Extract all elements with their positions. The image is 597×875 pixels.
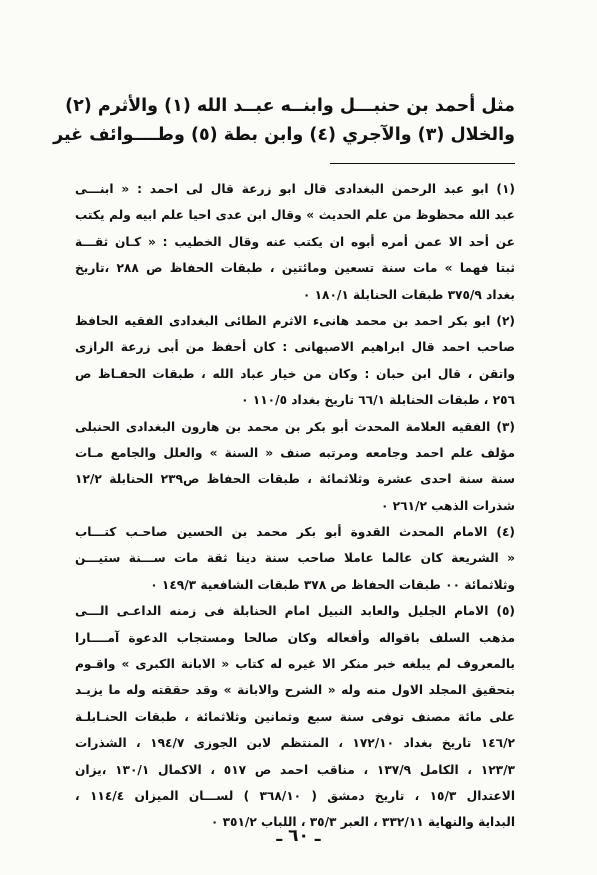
footnote-5 <box>75 598 515 836</box>
footnote-line: شذرات الذهب ٢٦١/٢ ٠ <box>380 498 515 513</box>
footnote-line: سنة سنة احدى عشرة وثلاثمائة ، طبقات الحفاظ ص٢٣٩ الحنابلة ١٢/٢ <box>75 472 515 487</box>
main-text-line: مثل أحمد بن حنبـــل وابنــه عبــد الله (١) والأثرم (٢) <box>65 96 515 116</box>
footnote-separator <box>330 163 515 164</box>
main-text-line: والخلال (٣) والآجري (٤) وابن بطة (٥) وطــــوائف غير <box>53 125 515 145</box>
footnote-line: بتحقيق المجلد الاول منه وله « الشرح والابانة » وقد حققته وله ما يزيـد <box>75 683 515 698</box>
main-body-text <box>53 92 515 150</box>
footnote-4 <box>75 519 515 598</box>
footnote-line: وثلاثمائة ٠٠ طبقات الحفاظ ص ٣٧٨ طبقات الشافعية ١٤٩/٣ ٠ <box>150 577 515 592</box>
footnote-line: واتقن ، قال ابن حبان : وكان من خيار عباد الله ، طبقات الحفـاظ ص <box>75 366 515 381</box>
footnote-2 <box>75 308 515 414</box>
footnote-line: (٣) الفقيه العلامة المحدث أبو بكر بن محمد بن هارون البغدادى الحنبلى <box>75 419 515 434</box>
footnote-line: ٢٥٦ ، طبقات الحنابلة ٦٦/١ تاريخ بغداد ١١٠/٥ ٠ <box>241 393 515 408</box>
footnote-line: عبد الله محظوظ من علم الحديث » وقال ابن عدى احيا علم ابيه ولم يكتب <box>75 208 515 223</box>
footnote-line: ١٤٦/٢ تاريخ بغداد ١٧٢/١٠ ، المنتظم لابن الجوزى ١٩٤/٧ ، الشذرات <box>75 736 515 751</box>
footnote-line: عن أحد الا عمن أمره أبوه ان يكتب عنه وقال الخطيب : « كـان ثقـــة <box>75 234 515 249</box>
footnote-line: بغداد ٣٧٥/٩ طبقات الحنابلة ١٨٠/١ ٠ <box>302 287 515 302</box>
footnote-line: « الشريعة كان عالما عاملا صاحب سنة دينا ثقة مات ســـنة ستيـــن <box>75 551 515 566</box>
footnote-line: البداية والنهاية ٣٣٢/١١ ، العبر ٣٥/٣ ، اللباب ٣٥١/٢ ٠ <box>210 815 515 830</box>
footnote-line: على مائة مصنف توفى سنة سبع وثمانين وثلاثمائة ، طبقات الحنـابلـة <box>75 709 515 724</box>
footnote-line: الاعتدال ١٥/٣ ، تاريخ دمشق ( ٣٦٨/١٠ ) لســـان الميزان ١١٤/٤ ، <box>75 788 515 803</box>
footnote-line: صاحب احمد قال ابراهيم الاصبهانى : كان أحفظ من أبى زرعة الرازى <box>75 340 515 355</box>
footnote-line: (٥) الامام الجليل والعابد النبيل امام الحنابلة فى زمنه الداعـى الـــى <box>75 604 515 619</box>
footnote-line: ثبتا فهما » مات سنة تسعين ومائتين ، طبقات الحفاظ ص ٢٨٨ ،تاريخ <box>75 261 515 276</box>
footnote-line: (٢) ابو بكر احمد بن محمد هانىء الاثرم الطائى البغدادى الفقيه الحافظ <box>75 313 515 328</box>
footnote-line: بالمعروف لم يبلغه خبر منكر الا غيره له كتاب « الابانة الكبرى » واقـوم <box>75 657 515 672</box>
page-number: ـ ٦٠ ـ <box>276 826 321 846</box>
footnote-line: (٤) الامام المحدث القدوة أبو بكر محمد بن الحسين صاحـب كتـــاب <box>75 525 515 540</box>
footnote-1 <box>75 176 515 308</box>
footnotes <box>75 176 515 836</box>
footnote-line: ١٢٣/٣ ، الكامل ١٣٧/٩ ، مناقب احمد ص ٥١٧ ، الاكمال ١٣٠/١ ،يزان <box>75 762 515 777</box>
footnote-line: مؤلف علم احمد وجامعه ومرتبه صنف « السنة » والعلل والجامع مـات <box>75 445 515 460</box>
footnote-line: مذهب السلف باقواله وأفعاله وكان صالحا ومستجاب الدعوة آمــــارا <box>75 630 515 645</box>
footnote-line: (١) ابو عبد الرحمن البغدادى قال ابو زرعة قال لى احمد : « ابنـــى <box>75 182 515 196</box>
footnote-3 <box>75 414 515 520</box>
